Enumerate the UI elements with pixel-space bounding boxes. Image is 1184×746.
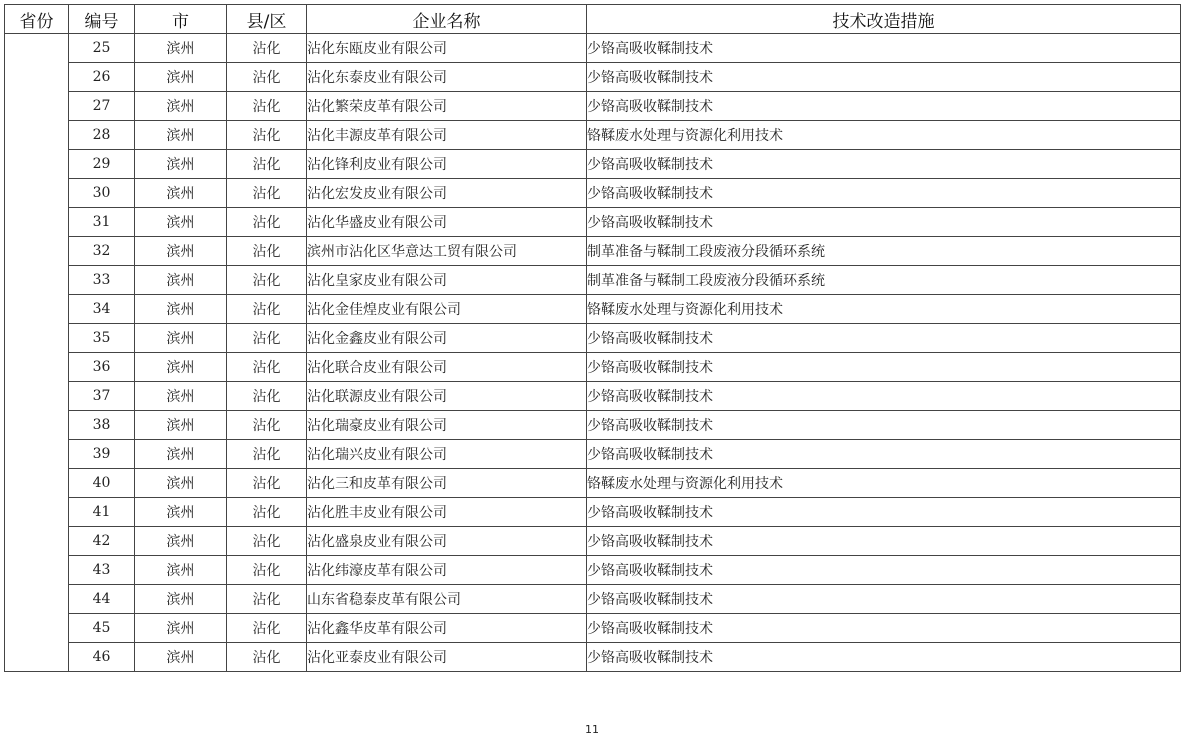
city-cell: 滨州 xyxy=(135,469,227,498)
company-cell: 滨州市沾化区华意达工贸有限公司 xyxy=(307,237,587,266)
company-cell: 沾化瑞兴皮业有限公司 xyxy=(307,440,587,469)
company-cell: 沾化三和皮革有限公司 xyxy=(307,469,587,498)
table-row xyxy=(5,556,1181,585)
measure-cell: 少铬高吸收鞣制技术 xyxy=(587,382,1181,411)
table-row xyxy=(5,643,1181,672)
city-cell: 滨州 xyxy=(135,527,227,556)
county-cell: 沾化 xyxy=(227,121,307,150)
table-row xyxy=(5,585,1181,614)
number-cell: 40 xyxy=(69,469,135,498)
measure-cell: 少铬高吸收鞣制技术 xyxy=(587,34,1181,63)
county-cell: 沾化 xyxy=(227,469,307,498)
number-cell: 43 xyxy=(69,556,135,585)
city-cell: 滨州 xyxy=(135,440,227,469)
table-row xyxy=(5,208,1181,237)
city-cell: 滨州 xyxy=(135,63,227,92)
company-cell: 沾化宏发皮业有限公司 xyxy=(307,179,587,208)
county-cell: 沾化 xyxy=(227,324,307,353)
table-row xyxy=(5,382,1181,411)
city-cell: 滨州 xyxy=(135,150,227,179)
number-cell: 34 xyxy=(69,295,135,324)
city-cell: 滨州 xyxy=(135,643,227,672)
city-cell: 滨州 xyxy=(135,353,227,382)
measure-cell: 制革准备与鞣制工段废液分段循环系统 xyxy=(587,266,1181,295)
measure-cell: 少铬高吸收鞣制技术 xyxy=(587,208,1181,237)
header-number: 编号 xyxy=(69,5,135,34)
county-cell: 沾化 xyxy=(227,411,307,440)
county-cell: 沾化 xyxy=(227,150,307,179)
city-cell: 滨州 xyxy=(135,121,227,150)
number-cell: 28 xyxy=(69,121,135,150)
header-company: 企业名称 xyxy=(307,5,587,34)
measure-cell: 少铬高吸收鞣制技术 xyxy=(587,527,1181,556)
table-row xyxy=(5,353,1181,382)
number-cell: 27 xyxy=(69,92,135,121)
table-row xyxy=(5,614,1181,643)
table-row xyxy=(5,237,1181,266)
county-cell: 沾化 xyxy=(227,295,307,324)
measure-cell: 少铬高吸收鞣制技术 xyxy=(587,179,1181,208)
measure-cell: 少铬高吸收鞣制技术 xyxy=(587,498,1181,527)
number-cell: 30 xyxy=(69,179,135,208)
city-cell: 滨州 xyxy=(135,556,227,585)
city-cell: 滨州 xyxy=(135,237,227,266)
measure-cell: 铬鞣废水处理与资源化利用技术 xyxy=(587,295,1181,324)
table-row xyxy=(5,498,1181,527)
header-province: 省份 xyxy=(5,5,69,34)
table-body xyxy=(5,34,1181,672)
company-cell: 沾化繁荣皮革有限公司 xyxy=(307,92,587,121)
county-cell: 沾化 xyxy=(227,179,307,208)
county-cell: 沾化 xyxy=(227,237,307,266)
company-cell: 沾化锋利皮业有限公司 xyxy=(307,150,587,179)
company-cell: 沾化鑫华皮革有限公司 xyxy=(307,614,587,643)
table-row xyxy=(5,63,1181,92)
document-sheet xyxy=(4,4,1180,672)
company-cell: 沾化华盛皮业有限公司 xyxy=(307,208,587,237)
company-cell: 沾化瑞豪皮业有限公司 xyxy=(307,411,587,440)
company-cell: 沾化胜丰皮业有限公司 xyxy=(307,498,587,527)
county-cell: 沾化 xyxy=(227,382,307,411)
table-row xyxy=(5,440,1181,469)
county-cell: 沾化 xyxy=(227,643,307,672)
company-cell: 沾化东瓯皮业有限公司 xyxy=(307,34,587,63)
company-cell: 沾化联源皮业有限公司 xyxy=(307,382,587,411)
measure-cell: 少铬高吸收鞣制技术 xyxy=(587,643,1181,672)
county-cell: 沾化 xyxy=(227,614,307,643)
county-cell: 沾化 xyxy=(227,34,307,63)
number-cell: 25 xyxy=(69,34,135,63)
city-cell: 滨州 xyxy=(135,179,227,208)
measure-cell: 制革准备与鞣制工段废液分段循环系统 xyxy=(587,237,1181,266)
page-number: 11 xyxy=(585,723,599,736)
county-cell: 沾化 xyxy=(227,527,307,556)
number-cell: 38 xyxy=(69,411,135,440)
table-row xyxy=(5,411,1181,440)
county-cell: 沾化 xyxy=(227,208,307,237)
measure-cell: 少铬高吸收鞣制技术 xyxy=(587,150,1181,179)
city-cell: 滨州 xyxy=(135,266,227,295)
county-cell: 沾化 xyxy=(227,556,307,585)
province-cell xyxy=(5,34,69,672)
table-row xyxy=(5,150,1181,179)
city-cell: 滨州 xyxy=(135,411,227,440)
number-cell: 42 xyxy=(69,527,135,556)
table-row xyxy=(5,179,1181,208)
header-county: 县/区 xyxy=(227,5,307,34)
company-cell: 山东省稳泰皮革有限公司 xyxy=(307,585,587,614)
county-cell: 沾化 xyxy=(227,440,307,469)
number-cell: 26 xyxy=(69,63,135,92)
measure-cell: 铬鞣废水处理与资源化利用技术 xyxy=(587,469,1181,498)
city-cell: 滨州 xyxy=(135,208,227,237)
enterprise-table xyxy=(4,4,1181,672)
table-row xyxy=(5,295,1181,324)
measure-cell: 少铬高吸收鞣制技术 xyxy=(587,614,1181,643)
table-row xyxy=(5,92,1181,121)
county-cell: 沾化 xyxy=(227,266,307,295)
measure-cell: 铬鞣废水处理与资源化利用技术 xyxy=(587,121,1181,150)
number-cell: 32 xyxy=(69,237,135,266)
city-cell: 滨州 xyxy=(135,92,227,121)
company-cell: 沾化金鑫皮业有限公司 xyxy=(307,324,587,353)
county-cell: 沾化 xyxy=(227,353,307,382)
measure-cell: 少铬高吸收鞣制技术 xyxy=(587,556,1181,585)
number-cell: 37 xyxy=(69,382,135,411)
measure-cell: 少铬高吸收鞣制技术 xyxy=(587,585,1181,614)
table-row xyxy=(5,527,1181,556)
number-cell: 45 xyxy=(69,614,135,643)
city-cell: 滨州 xyxy=(135,382,227,411)
measure-cell: 少铬高吸收鞣制技术 xyxy=(587,324,1181,353)
county-cell: 沾化 xyxy=(227,498,307,527)
company-cell: 沾化金佳煌皮业有限公司 xyxy=(307,295,587,324)
company-cell: 沾化丰源皮革有限公司 xyxy=(307,121,587,150)
number-cell: 44 xyxy=(69,585,135,614)
county-cell: 沾化 xyxy=(227,92,307,121)
city-cell: 滨州 xyxy=(135,34,227,63)
table-row xyxy=(5,469,1181,498)
company-cell: 沾化东泰皮业有限公司 xyxy=(307,63,587,92)
number-cell: 31 xyxy=(69,208,135,237)
number-cell: 41 xyxy=(69,498,135,527)
city-cell: 滨州 xyxy=(135,498,227,527)
number-cell: 46 xyxy=(69,643,135,672)
measure-cell: 少铬高吸收鞣制技术 xyxy=(587,63,1181,92)
number-cell: 39 xyxy=(69,440,135,469)
measure-cell: 少铬高吸收鞣制技术 xyxy=(587,440,1181,469)
measure-cell: 少铬高吸收鞣制技术 xyxy=(587,92,1181,121)
table-row xyxy=(5,266,1181,295)
number-cell: 36 xyxy=(69,353,135,382)
number-cell: 29 xyxy=(69,150,135,179)
company-cell: 沾化亚泰皮业有限公司 xyxy=(307,643,587,672)
number-cell: 35 xyxy=(69,324,135,353)
measure-cell: 少铬高吸收鞣制技术 xyxy=(587,411,1181,440)
table-row xyxy=(5,34,1181,63)
table-header-row xyxy=(5,5,1181,34)
company-cell: 沾化纬濠皮革有限公司 xyxy=(307,556,587,585)
company-cell: 沾化联合皮业有限公司 xyxy=(307,353,587,382)
city-cell: 滨州 xyxy=(135,295,227,324)
city-cell: 滨州 xyxy=(135,324,227,353)
county-cell: 沾化 xyxy=(227,585,307,614)
number-cell: 33 xyxy=(69,266,135,295)
company-cell: 沾化盛泉皮业有限公司 xyxy=(307,527,587,556)
header-city: 市 xyxy=(135,5,227,34)
header-measure: 技术改造措施 xyxy=(587,5,1181,34)
city-cell: 滨州 xyxy=(135,614,227,643)
table-row xyxy=(5,324,1181,353)
company-cell: 沾化皇家皮业有限公司 xyxy=(307,266,587,295)
table-row xyxy=(5,121,1181,150)
county-cell: 沾化 xyxy=(227,63,307,92)
city-cell: 滨州 xyxy=(135,585,227,614)
measure-cell: 少铬高吸收鞣制技术 xyxy=(587,353,1181,382)
